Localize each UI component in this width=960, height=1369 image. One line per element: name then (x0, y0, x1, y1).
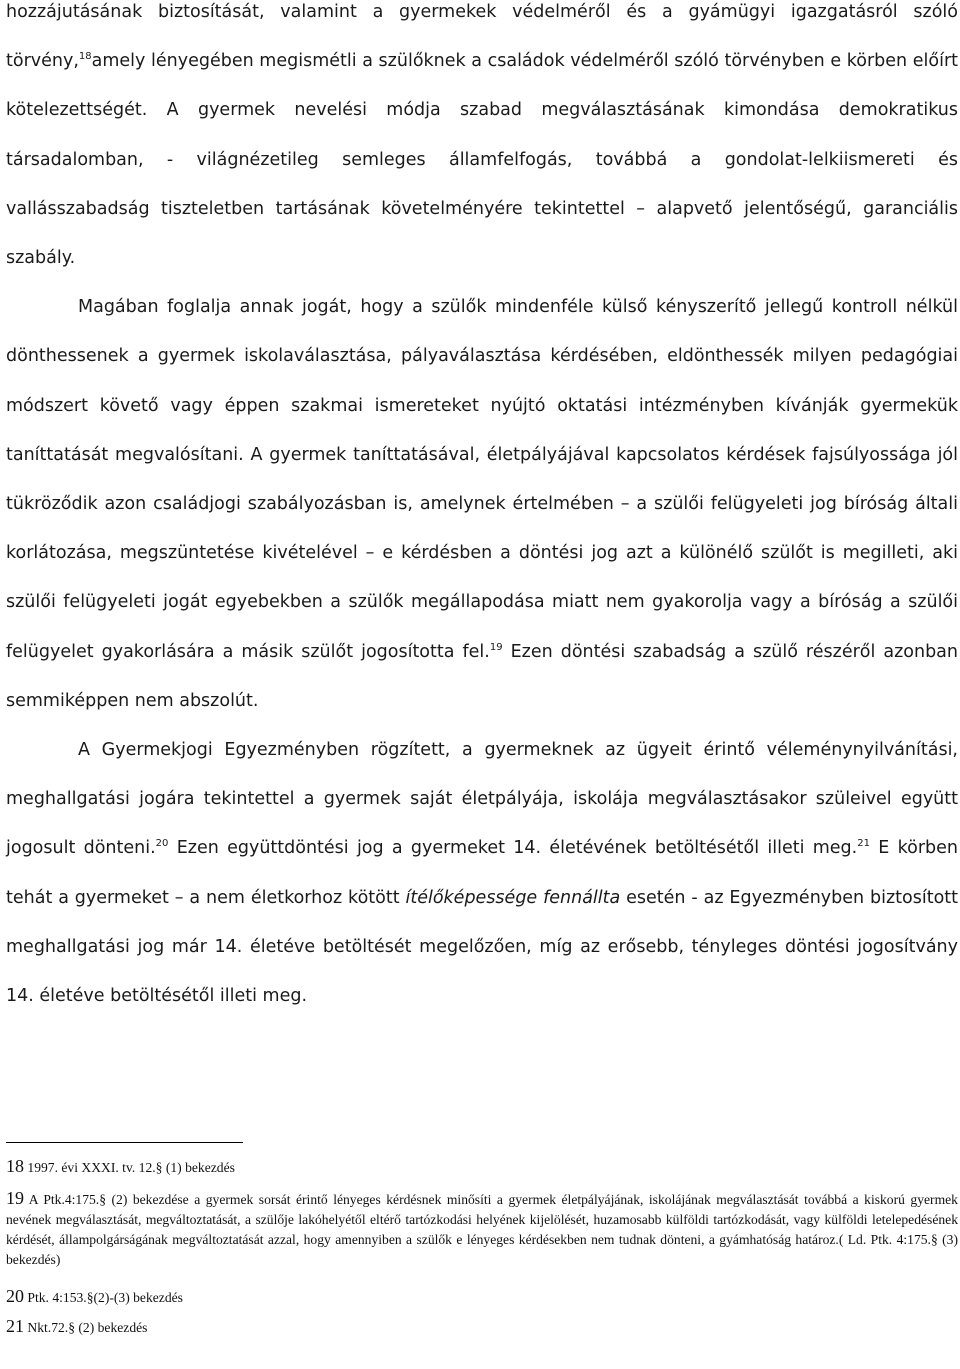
footnote-separator (6, 1142, 243, 1143)
footnote-ref-20[interactable]: 20 (155, 838, 169, 850)
paragraph-2-text-a: Magában foglalja annak jogát, hogy a szülők mindenféle külső kényszerítő jellegű kontroll nélkül dönthessenek a gyermek iskolaválasztása, pályaválasztása kérdésében, eldönthessék milyen pedagógiai módszert követő vagy éppen szakmai ismereteket nyújtó oktatási intézményben kívánják gyermekük taníttatását megvalósítani. A gyermek taníttatásával, életpályájával kapcsolatos kérdések fajsúlyossága jól tükröződik azon családjogi szabályozásban is, amelynek értelmében – a szülői felügyeleti jog bíróság általi korlátozása, megszüntetése kivételével – e kérdésben a döntési jog azt a különélő szülőt is megilleti, aki szülői felügyeleti jogát egyebekben a szülők megállapodása miatt nem gyakorolja vagy a bíróság a szülői felügyelet gyakorlására a másik szülőt jogosította fel. (6, 297, 958, 662)
footnote-text: Ptk. 4:153.§(2)-(3) bekezdés (27, 1290, 183, 1305)
paragraph-3-text-b: Ezen együttdöntési jog a gyermeket 14. életévének betöltésétől illeti meg. (176, 838, 858, 859)
paragraph-1-text-b: amely lényegében megismétli a szülőknek a családok védelméről szóló törvényben e körben előírt kötelezettségét. A gyermek nevelési módja szabad megválasztásának kimondása demokratikus társadalomban, - világnézetileg semleges államfelfogás, továbbá a gondolat-lelkiismereti és vallásszabadság tiszteletben tartásának követelményére tekintettel – alapvető jelentőségű, garanciális szabály. (6, 51, 958, 269)
footnote-ref-18[interactable]: 18 (78, 51, 92, 63)
paragraph-3-italic-term: ítélőképessége fennállta (405, 887, 621, 908)
footnote-text: 1997. évi XXXI. tv. 12.§ (1) bekezdés (27, 1160, 235, 1175)
footnotes (6, 1156, 958, 1338)
footnote-text: A Ptk.4:175.§ (2) bekezdése a gyermek sorsát érintő lényeges kérdésnek minősíti a gyermek életpályájának, iskolájának megválasztását továbbá a kiskorú gyermek nevének megválasztását, megváltoztatását, a szülője lakóhelyétől eltérő tartózkodási helyének kijelölését, huzamosabb külföldi tartózkodását, vagy külföldi letelepedésének kérdését, állampolgárságának megváltoztatását azzal, hogy amennyiben a szülők e lényeges kérdésekben nem tudnak dönteni, a gyámhatóság határoz.( Ld. Ptk. 4:175.§ (3) bekezdés) (6, 1192, 958, 1267)
footnote-19 (6, 1188, 958, 1270)
paragraph-3 (6, 726, 958, 1021)
paragraph-3-text-d: esetén - az Egyezményben biztosított meghallgatási jog már 14. életéve betöltését megelőzően, míg az erősebb, tényleges döntési jogosítvány 14. életéve betöltésétől illeti meg. (6, 887, 958, 1007)
footnote-number: 21 (6, 1316, 24, 1336)
footnote-number: 19 (6, 1188, 24, 1208)
footnote-number: 18 (6, 1156, 24, 1176)
paragraph-1-text-a: hozzájutásának biztosítását, valamint a gyermekek védelméről és a gyámügyi igazgatásról szóló törvény, (6, 2, 958, 72)
paragraph-1 (6, 0, 958, 283)
footnote-ref-21[interactable]: 21 (857, 838, 870, 850)
paragraph-3-text-a: A Gyermekjogi Egyezményben rögzített, a gyermeknek az ügyeit érintő véleménynyilvánítási, meghallgatási jogára tekintettel a gyermek saját életpályája, iskolája megválasztásakor szüleivel együtt jogosult dönteni. (6, 740, 958, 859)
footnote-20 (6, 1286, 958, 1308)
footnote-number: 20 (6, 1286, 24, 1306)
paragraph-3-text-c: E körben tehát a gyermeket – a nem életkorhoz kötött (6, 838, 958, 908)
document-body (6, 0, 958, 1021)
paragraph-2 (6, 283, 958, 726)
footnote-ref-19[interactable]: 19 (489, 641, 503, 653)
footnote-18 (6, 1156, 958, 1178)
footnote-text: Nkt.72.§ (2) bekezdés (27, 1320, 148, 1335)
footnote-21 (6, 1316, 958, 1338)
paragraph-2-text-b: Ezen döntési szabadság a szülő részéről azonban semmiképpen nem abszolút. (6, 641, 958, 711)
